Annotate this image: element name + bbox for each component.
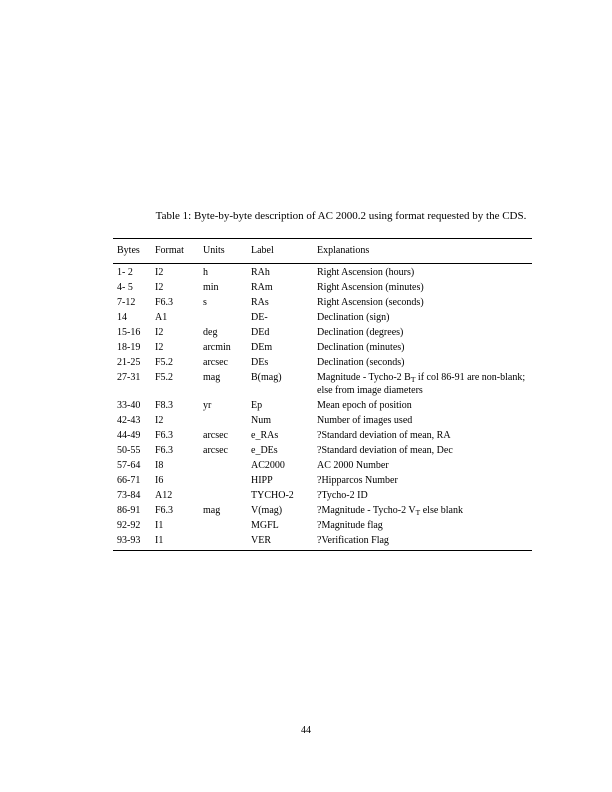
page-number: 44 bbox=[301, 725, 311, 736]
cell-label: RAm bbox=[251, 282, 273, 293]
cell-bytes: 18-19 bbox=[117, 342, 141, 353]
cell-format: I8 bbox=[155, 460, 164, 471]
cell-units: s bbox=[203, 297, 207, 308]
table-row bbox=[113, 266, 532, 279]
cell-explanation: ?Standard deviation of mean, RA bbox=[317, 430, 451, 441]
table-body bbox=[113, 266, 532, 547]
table-header-row bbox=[113, 244, 532, 257]
cell-explanation: Declination (sign) bbox=[317, 312, 390, 323]
table-row bbox=[113, 296, 532, 309]
cell-format: F5.2 bbox=[155, 372, 174, 383]
cell-bytes: 15-16 bbox=[117, 327, 141, 338]
column-header-bytes: Bytes bbox=[117, 245, 140, 256]
cell-format: F5.2 bbox=[155, 357, 174, 368]
cell-explanation: ?Tycho-2 ID bbox=[317, 490, 368, 501]
cell-units bbox=[203, 414, 251, 427]
cell-explanation: Right Ascension (minutes) bbox=[317, 282, 424, 293]
cell-units bbox=[203, 489, 251, 502]
cell-label: MGFL bbox=[251, 520, 279, 531]
cell-units: arcsec bbox=[203, 445, 228, 456]
cell-format: I2 bbox=[155, 282, 164, 293]
cell-format: I2 bbox=[155, 342, 164, 353]
cell-units bbox=[203, 534, 251, 547]
cell-format: F8.3 bbox=[155, 400, 174, 411]
cell-format: F6.3 bbox=[155, 297, 174, 308]
table-top-rule bbox=[113, 238, 532, 239]
cell-explanation: ?Standard deviation of mean, Dec bbox=[317, 445, 453, 456]
column-header-units: Units bbox=[203, 245, 225, 256]
cell-explanation: ?Magnitude flag bbox=[317, 520, 383, 531]
table-row bbox=[113, 326, 532, 339]
cell-units: arcmin bbox=[203, 342, 231, 353]
cell-bytes: 44-49 bbox=[117, 430, 141, 441]
table-row bbox=[113, 489, 532, 502]
cell-bytes: 27-31 bbox=[117, 372, 141, 383]
cell-label: e_DEs bbox=[251, 445, 278, 456]
cell-bytes: 33-40 bbox=[117, 400, 141, 411]
cell-explanation: Magnitude - Tycho-2 $B_T$ if col 86-91 are non-blank; else from image diameters bbox=[317, 372, 526, 396]
cell-explanation: Right Ascension (hours) bbox=[317, 267, 415, 278]
table-row bbox=[113, 429, 532, 442]
cell-units bbox=[203, 459, 251, 472]
cell-format: F6.3 bbox=[155, 430, 174, 441]
cell-units bbox=[203, 519, 251, 532]
table-row bbox=[113, 504, 532, 517]
cell-bytes: 92-92 bbox=[117, 520, 141, 531]
cell-bytes: 66-71 bbox=[117, 475, 141, 486]
table-caption: Table 1: Byte-by-byte description of AC 2000.2 using format requested by the CDS. bbox=[155, 210, 527, 222]
cell-format: I2 bbox=[155, 327, 164, 338]
cell-label: Num bbox=[251, 415, 271, 426]
cell-bytes: 93-93 bbox=[117, 535, 141, 546]
cell-format: A12 bbox=[155, 490, 173, 501]
cell-explanation: ?Hipparcos Number bbox=[317, 475, 398, 486]
cell-bytes: 86-91 bbox=[117, 505, 141, 516]
cell-bytes: 73-84 bbox=[117, 490, 141, 501]
cell-units bbox=[203, 311, 251, 324]
cell-explanation: ?Magnitude - Tycho-2 $V_T$ else blank bbox=[317, 505, 463, 517]
table-row bbox=[113, 356, 532, 369]
cell-bytes: 4- 5 bbox=[117, 282, 133, 293]
cell-units: mag bbox=[203, 505, 221, 516]
byte-description-table bbox=[113, 238, 532, 551]
table-row bbox=[113, 341, 532, 354]
cell-units: min bbox=[203, 282, 219, 293]
cell-label: VER bbox=[251, 535, 271, 546]
cell-bytes: 1- 2 bbox=[117, 267, 133, 278]
cell-units: arcsec bbox=[203, 430, 228, 441]
cell-format: I2 bbox=[155, 267, 164, 278]
cell-format: I1 bbox=[155, 520, 164, 531]
cell-format: A1 bbox=[155, 312, 168, 323]
table-row bbox=[113, 311, 532, 324]
cell-explanation: Right Ascension (seconds) bbox=[317, 297, 424, 308]
cell-label: DE- bbox=[251, 312, 268, 323]
table-row bbox=[113, 519, 532, 532]
cell-label: DEd bbox=[251, 327, 270, 338]
cell-explanation: Number of images used bbox=[317, 415, 413, 426]
cell-format: I2 bbox=[155, 415, 164, 426]
cell-format: I6 bbox=[155, 475, 164, 486]
cell-label: AC2000 bbox=[251, 460, 285, 471]
cell-format: F6.3 bbox=[155, 505, 174, 516]
cell-units: mag bbox=[203, 372, 221, 383]
table-row bbox=[113, 474, 532, 487]
cell-units: h bbox=[203, 267, 208, 278]
cell-label: DEs bbox=[251, 357, 269, 368]
cell-label: V(mag) bbox=[251, 505, 283, 516]
cell-explanation: ?Verification Flag bbox=[317, 535, 389, 546]
cell-explanation: AC 2000 Number bbox=[317, 460, 389, 471]
cell-label: TYCHO-2 bbox=[251, 490, 294, 501]
cell-units: arcsec bbox=[203, 357, 228, 368]
cell-explanation: Declination (degrees) bbox=[317, 327, 404, 338]
table-bottom-rule bbox=[113, 550, 532, 551]
cell-label: HIPP bbox=[251, 475, 273, 486]
cell-units: deg bbox=[203, 327, 218, 338]
table-header-rule bbox=[113, 263, 532, 264]
table-row bbox=[113, 399, 532, 412]
table-row bbox=[113, 414, 532, 427]
cell-bytes: 7-12 bbox=[117, 297, 136, 308]
cell-label: RAh bbox=[251, 267, 270, 278]
cell-label: e_RAs bbox=[251, 430, 279, 441]
table-row bbox=[113, 444, 532, 457]
cell-label: Ep bbox=[251, 400, 263, 411]
cell-bytes: 21-25 bbox=[117, 357, 141, 368]
cell-bytes: 57-64 bbox=[117, 460, 141, 471]
cell-bytes: 50-55 bbox=[117, 445, 141, 456]
table-row bbox=[113, 459, 532, 472]
cell-label: RAs bbox=[251, 297, 269, 308]
table-row bbox=[113, 534, 532, 547]
cell-bytes: 14 bbox=[117, 312, 127, 323]
column-header-label: Label bbox=[251, 245, 274, 256]
cell-label: B(mag) bbox=[251, 372, 282, 383]
column-header-format: Format bbox=[155, 245, 184, 256]
cell-label: DEm bbox=[251, 342, 273, 353]
cell-format: I1 bbox=[155, 535, 164, 546]
cell-units: yr bbox=[203, 400, 212, 411]
cell-units bbox=[203, 474, 251, 487]
cell-explanation: Declination (minutes) bbox=[317, 342, 405, 353]
cell-bytes: 42-43 bbox=[117, 415, 141, 426]
cell-explanation: Mean epoch of position bbox=[317, 400, 412, 411]
table-row bbox=[113, 371, 532, 397]
cell-explanation: Declination (seconds) bbox=[317, 357, 405, 368]
table-row bbox=[113, 281, 532, 294]
column-header-explanations: Explanations bbox=[317, 245, 370, 256]
cell-format: F6.3 bbox=[155, 445, 174, 456]
